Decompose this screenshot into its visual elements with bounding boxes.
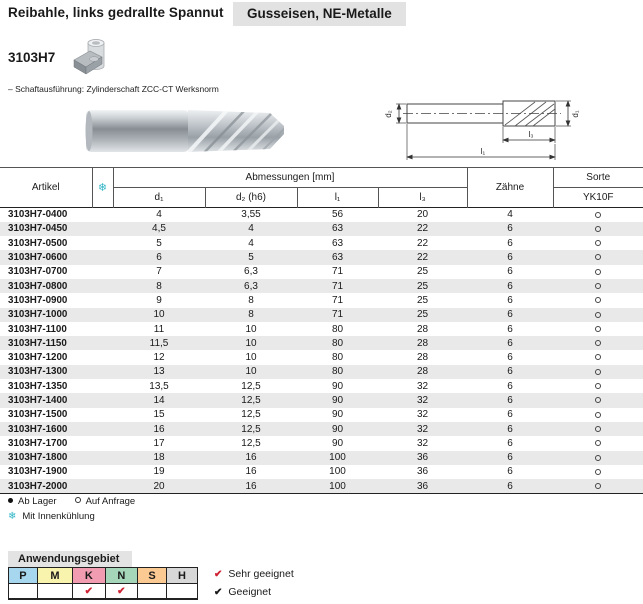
zaehne-cell: 6 (507, 280, 513, 292)
table-row (0, 236, 643, 250)
zaehne-cell: 6 (507, 266, 513, 278)
availability-cell (553, 479, 643, 493)
l3-cell: 22 (416, 223, 429, 235)
coolant-legend (8, 511, 95, 522)
zaehne-cell: 6 (507, 380, 513, 392)
auf-anfrage-circle-icon (595, 369, 601, 375)
d2-cell: 16 (245, 480, 257, 492)
zaehne-cell: 6 (507, 409, 513, 421)
table-row (0, 336, 643, 350)
coolant-cell (92, 408, 113, 422)
l3-cell: 25 (416, 294, 429, 306)
d2-cell: 12,5 (241, 423, 261, 435)
d2-cell: 12,5 (241, 395, 261, 406)
availability-cell (553, 322, 643, 336)
coolant-cell (92, 236, 113, 250)
artikel-cell: 3103H7-1300 (8, 366, 68, 378)
coolant-cell (92, 208, 113, 222)
zaehne-cell: 4 (507, 209, 513, 221)
l1-column-header: l₁ (297, 188, 378, 208)
artikel-cell: 3103H7-1800 (8, 452, 68, 464)
l1-cell: 90 (331, 395, 344, 406)
availability-cell (553, 408, 643, 422)
availability-cell (553, 279, 643, 293)
l1-cell: 80 (331, 323, 344, 335)
d1-cell: 5 (156, 237, 162, 249)
artikel-cell: 3103H7-0400 (8, 209, 68, 221)
l3-cell: 28 (416, 337, 429, 349)
app-col-h: H (166, 568, 197, 584)
zaehne-cell: 6 (507, 480, 513, 492)
table-row (0, 350, 643, 364)
coolant-column-header (92, 168, 113, 208)
table-row (0, 293, 643, 307)
coolant-cell (92, 336, 113, 350)
availability-cell (553, 250, 643, 264)
d2-cell: 12,5 (241, 380, 261, 392)
artikel-cell: 3103H7-1000 (8, 309, 68, 321)
zaehne-cell: 6 (507, 294, 513, 306)
table-row (0, 265, 643, 279)
app-col-s: S (138, 568, 167, 584)
l3-cell: 25 (416, 309, 429, 321)
auf-anfrage-circle-icon (595, 326, 601, 332)
l1-cell: 63 (331, 223, 344, 235)
zaehne-cell: 6 (507, 395, 513, 406)
artikel-cell: 3103H7-0800 (8, 280, 68, 292)
coolant-cell (92, 265, 113, 279)
l3-cell: 22 (416, 252, 429, 264)
app-check-m (37, 584, 72, 600)
table-row (0, 322, 643, 336)
l1-cell: 71 (331, 309, 344, 321)
d1-cell: 13 (153, 366, 165, 378)
black-check-icon: ✔ (214, 587, 223, 598)
coolant-cell (92, 293, 113, 307)
l1-cell: 90 (331, 423, 344, 435)
auf-anfrage-circle-icon (595, 226, 601, 232)
dim-label-l1: l₁ (480, 147, 486, 156)
zaehne-cell: 6 (507, 337, 513, 349)
app-col-m: M (37, 568, 72, 584)
zaehne-cell: 6 (507, 466, 513, 478)
l1-cell: 71 (331, 280, 344, 292)
artikel-cell: 3103H7-1200 (8, 352, 68, 364)
d2-cell: 8 (248, 309, 254, 321)
table-row (0, 422, 643, 436)
l1-cell: 63 (331, 237, 344, 249)
zaehne-cell: 6 (507, 309, 513, 321)
auf-anfrage-circle-icon (595, 383, 601, 389)
l3-cell: 25 (416, 266, 429, 278)
zaehne-cell: 6 (507, 366, 513, 378)
auf-anfrage-circle-icon (595, 340, 601, 346)
l3-cell: 32 (416, 409, 429, 421)
coolant-cell (92, 322, 113, 336)
d1-cell: 15 (153, 409, 165, 421)
availability-cell (553, 379, 643, 393)
geeignet-label: Geeignet (228, 586, 272, 598)
auf-anfrage-circle-icon (595, 412, 601, 418)
artikel-cell: 3103H7-1100 (8, 323, 67, 335)
auf-anfrage-circle-icon (595, 426, 601, 432)
availability-cell (553, 465, 643, 479)
coolant-cell (92, 350, 113, 364)
l1-cell: 63 (331, 252, 344, 264)
dim-label-d2: d₂ (384, 110, 393, 118)
d2-cell: 16 (245, 466, 257, 478)
d1-cell: 11 (153, 323, 165, 335)
app-check-n: ✔ (105, 584, 138, 600)
l1-cell: 100 (329, 452, 346, 464)
auf-anfrage-circle-icon (595, 455, 601, 461)
d1-cell: 4 (156, 209, 162, 221)
d2-cell: 4 (248, 223, 254, 235)
l3-cell: 36 (416, 452, 429, 464)
table-row (0, 379, 643, 393)
d1-cell: 18 (153, 452, 165, 464)
availability-legend (8, 496, 135, 507)
d1-column-header: d₁ (113, 188, 205, 208)
l3-cell: 32 (416, 395, 429, 406)
abmessungen-group-header: Abmessungen [mm] (113, 168, 467, 188)
coolant-cell (92, 451, 113, 465)
d2-column-header: d₂ (h6) (205, 188, 297, 208)
coolant-cell (92, 308, 113, 322)
auf-anfrage-label: Auf Anfrage (85, 496, 136, 507)
artikel-cell: 3103H7-2000 (8, 480, 68, 492)
coolant-cell (92, 422, 113, 436)
innenkuehlung-label: Mit Innenkühlung (22, 511, 95, 522)
table-row (0, 465, 643, 479)
sehr-geeignet-label: Sehr geeignet (228, 568, 294, 580)
snowflake-icon: ❄ (8, 511, 17, 522)
material-badge: Gusseisen, NE-Metalle (233, 2, 406, 26)
artikel-column-header: Artikel (0, 168, 92, 208)
d1-cell: 13,5 (149, 380, 169, 392)
table-row (0, 208, 643, 222)
l1-cell: 100 (329, 466, 346, 478)
dimensions-table-body (0, 208, 643, 494)
table-row (0, 222, 643, 236)
artikel-cell: 3103H7-1700 (8, 437, 68, 449)
l3-cell: 32 (416, 380, 429, 392)
app-col-p: P (9, 568, 38, 584)
table-row (0, 451, 643, 465)
d2-cell: 12,5 (241, 409, 261, 421)
artikel-cell: 3103H7-0700 (8, 266, 68, 278)
coolant-cell (92, 279, 113, 293)
table-row (0, 436, 643, 450)
app-col-n: N (105, 568, 138, 584)
app-check-h (166, 584, 197, 600)
l1-cell: 90 (331, 409, 344, 421)
l3-cell: 28 (416, 323, 429, 335)
coolant-cell (92, 379, 113, 393)
d1-cell: 10 (153, 309, 165, 321)
d2-cell: 8 (248, 294, 254, 306)
d2-cell: 10 (245, 323, 257, 335)
d1-cell: 9 (156, 294, 162, 306)
artikel-cell: 3103H7-1150 (8, 337, 67, 349)
d2-cell: 10 (245, 337, 257, 349)
d1-cell: 8 (156, 280, 162, 292)
auf-anfrage-circle-icon (595, 283, 601, 289)
table-row (0, 479, 643, 493)
l1-cell: 100 (329, 480, 346, 492)
artikel-cell: 3103H7-1500 (8, 409, 68, 421)
table-row (0, 393, 643, 407)
artikel-cell: 3103H7-0500 (8, 237, 68, 249)
d2-cell: 6,3 (244, 280, 258, 292)
zaehne-cell: 6 (507, 323, 513, 335)
zaehne-cell: 6 (507, 452, 513, 464)
l3-cell: 32 (416, 423, 429, 435)
zaehne-cell: 6 (507, 237, 513, 249)
artikel-cell: 3103H7-0600 (8, 252, 68, 264)
l3-cell: 36 (416, 480, 429, 492)
coolant-cell (92, 393, 113, 407)
d2-cell: 6,3 (244, 266, 258, 278)
d2-cell: 4 (248, 237, 254, 249)
auf-anfrage-circle-icon (595, 254, 601, 260)
suitability-legend-good (214, 586, 271, 598)
d1-cell: 11,5 (149, 337, 169, 349)
table-row (0, 365, 643, 379)
availability-cell (553, 350, 643, 364)
d1-cell: 7 (156, 266, 162, 278)
auf-anfrage-circle-icon (595, 269, 601, 275)
d2-cell: 3,55 (241, 209, 261, 221)
artikel-cell: 3103H7-0450 (8, 223, 68, 235)
ab-lager-dot-icon (8, 498, 13, 503)
coolant-cell (92, 222, 113, 236)
l1-cell: 90 (331, 380, 344, 392)
l1-cell: 71 (331, 266, 344, 278)
availability-cell (553, 336, 643, 350)
l3-cell: 28 (416, 366, 429, 378)
zaehne-cell: 6 (507, 252, 513, 264)
d1-cell: 16 (153, 423, 165, 435)
availability-cell (553, 208, 643, 222)
l1-cell: 80 (331, 366, 344, 378)
l1-cell: 80 (331, 352, 344, 364)
app-check-k: ✔ (73, 584, 106, 600)
red-check-icon: ✔ (214, 569, 223, 580)
d2-cell: 10 (245, 366, 257, 378)
auf-anfrage-circle-icon (595, 312, 601, 318)
l3-cell: 20 (416, 209, 429, 221)
page-title: Reibahle, links gedrallte Spannut (8, 5, 224, 20)
d2-cell: 10 (245, 352, 257, 364)
zaehne-cell: 6 (507, 423, 513, 435)
artikel-cell: 3103H7-1400 (8, 395, 68, 406)
zaehne-cell: 6 (507, 223, 513, 235)
application-area-table (8, 567, 198, 600)
app-col-k: K (73, 568, 106, 584)
artikel-cell: 3103H7-1900 (8, 466, 68, 478)
d1-cell: 12 (153, 352, 165, 364)
dim-label-d1: d₁ (571, 110, 580, 118)
zaehne-cell: 6 (507, 437, 513, 449)
dim-label-l3: l₃ (528, 130, 534, 139)
shank-note: – Schaftausführung: Zylinderschaft ZCC-CT Werksnorm (8, 84, 219, 94)
table-row (0, 250, 643, 264)
availability-cell (553, 451, 643, 465)
availability-cell (553, 236, 643, 250)
table-row (0, 308, 643, 322)
d1-cell: 17 (153, 437, 165, 449)
reamer-photo (84, 101, 289, 159)
dimensions-table (0, 167, 643, 494)
auf-anfrage-circle-icon (595, 469, 601, 475)
d2-cell: 16 (245, 452, 257, 464)
l3-cell: 32 (416, 437, 429, 449)
availability-cell (553, 393, 643, 407)
auf-anfrage-circle-icon (595, 240, 601, 246)
zaehne-cell: 6 (507, 352, 513, 364)
coolant-cell (92, 465, 113, 479)
auf-anfrage-circle-icon (595, 440, 601, 446)
sorte-group-header: Sorte (553, 168, 643, 188)
d1-cell: 20 (153, 480, 165, 492)
availability-cell (553, 222, 643, 236)
product-code: 3103H7 (8, 50, 56, 65)
l3-cell: 22 (416, 237, 429, 249)
availability-cell (553, 422, 643, 436)
coolant-cell (92, 436, 113, 450)
l3-column-header: l₃ (378, 188, 467, 208)
application-header-row (9, 568, 198, 584)
table-row (0, 279, 643, 293)
coolant-cell (92, 479, 113, 493)
d1-cell: 4,5 (152, 223, 166, 235)
d2-cell: 5 (248, 252, 254, 264)
zaehne-column-header: Zähne (467, 168, 553, 208)
coolant-cell (92, 250, 113, 264)
application-area-title: Anwendungsgebiet (8, 551, 132, 567)
d2-cell: 12,5 (241, 437, 261, 449)
grade-column-header: YK10F (582, 192, 614, 203)
l1-cell: 80 (331, 337, 344, 349)
artikel-cell: 3103H7-0900 (8, 294, 68, 306)
table-row (0, 408, 643, 422)
snowflake-icon: ❄ (97, 182, 108, 194)
availability-cell (553, 308, 643, 322)
technical-drawing (383, 98, 641, 166)
application-check-row (9, 584, 198, 600)
suitability-legend-best (214, 568, 294, 580)
l1-cell: 56 (331, 209, 344, 221)
auf-anfrage-circle-icon (595, 297, 601, 303)
app-check-p (9, 584, 38, 600)
artikel-cell: 3103H7-1350 (8, 380, 68, 392)
availability-cell (553, 293, 643, 307)
l3-cell: 36 (416, 466, 429, 478)
l3-cell: 25 (416, 280, 429, 292)
l3-cell: 28 (416, 352, 429, 364)
d1-cell: 14 (153, 395, 165, 406)
auf-anfrage-circle-icon (595, 483, 601, 489)
availability-cell (553, 436, 643, 450)
auf-anfrage-circle-icon (595, 397, 601, 403)
availability-cell (553, 265, 643, 279)
coolant-cell (92, 365, 113, 379)
ab-lager-label: Ab Lager (18, 496, 57, 507)
d1-cell: 19 (153, 466, 165, 478)
l1-cell: 71 (331, 294, 344, 306)
l1-cell: 90 (331, 437, 344, 449)
product-3d-icon (70, 36, 112, 78)
auf-anfrage-circle-icon (595, 354, 601, 360)
artikel-cell: 3103H7-1600 (8, 423, 68, 435)
auf-anfrage-circle-icon (595, 212, 601, 218)
auf-anfrage-circle-icon (75, 497, 81, 503)
app-check-s (138, 584, 167, 600)
availability-cell (553, 365, 643, 379)
d1-cell: 6 (156, 252, 162, 264)
